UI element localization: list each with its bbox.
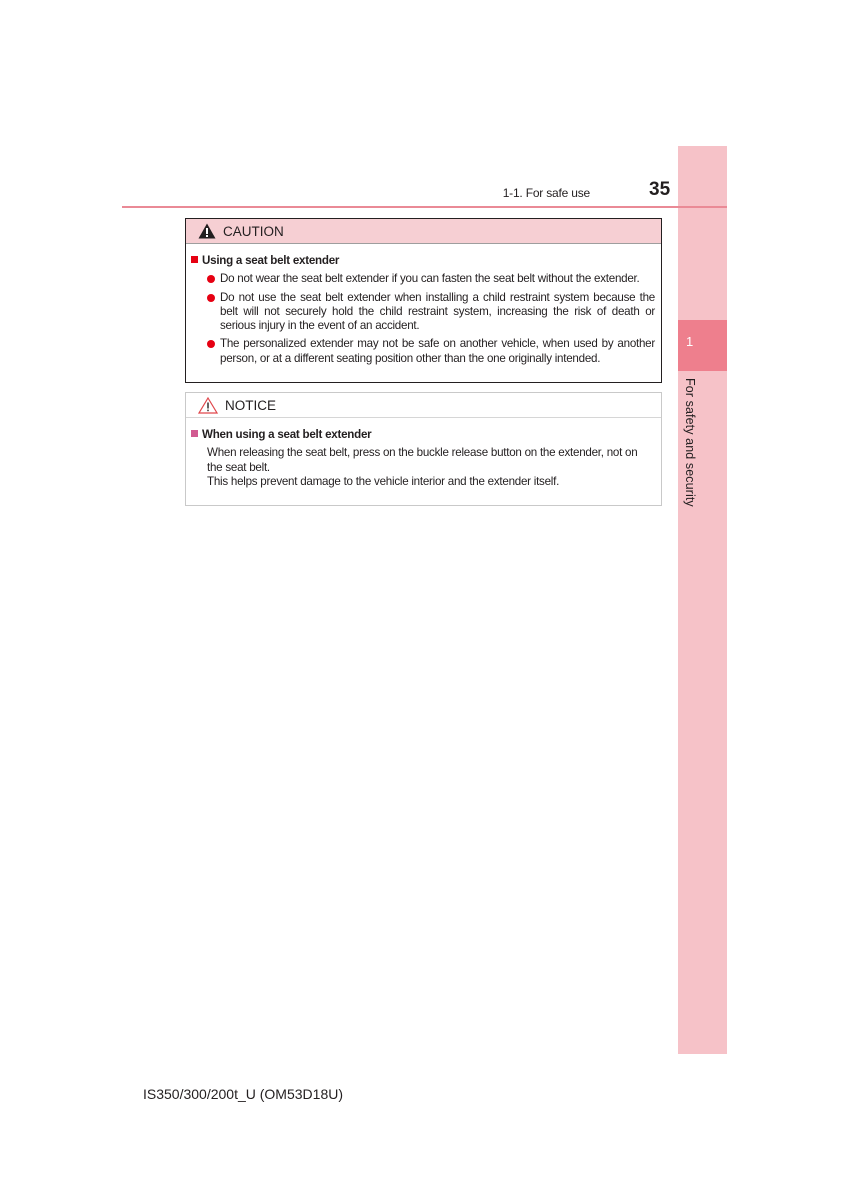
warning-triangle-icon bbox=[198, 223, 223, 239]
notice-subhead-text: When using a seat belt extender bbox=[202, 428, 372, 441]
list-item bbox=[207, 291, 655, 334]
notice-paragraph-2: This helps prevent damage to the vehicle interior and the extender itself. bbox=[207, 474, 560, 488]
section-title: 1-1. For safe use bbox=[502, 186, 590, 200]
notice-body bbox=[186, 418, 661, 489]
model-code: IS350/300/200t_U (OM53D18U) bbox=[143, 1086, 343, 1102]
caution-body bbox=[186, 244, 661, 366]
notice-subhead bbox=[191, 428, 655, 442]
red-bullet-icon bbox=[207, 275, 215, 283]
page-number: 35 bbox=[649, 179, 671, 200]
list-item-text: Do not use the seat belt extender when installing a child restraint system because the belt will not securely hold the child restraint system, increasing the risk of death or serious injury in the event of an accident. bbox=[220, 290, 655, 333]
chapter-number: 1 bbox=[678, 320, 727, 371]
list-item bbox=[207, 337, 655, 366]
notice-title: NOTICE bbox=[225, 397, 277, 413]
list-item-text: The personalized extender may not be safe on another vehicle, when used by another person, or at a different seating position other than the one originally intended. bbox=[220, 337, 655, 365]
caution-box bbox=[185, 218, 662, 383]
notice-box bbox=[185, 392, 662, 506]
list-item bbox=[207, 272, 655, 286]
red-bullet-icon bbox=[207, 294, 215, 302]
red-square-icon bbox=[191, 256, 198, 263]
caution-header bbox=[186, 219, 661, 244]
notice-header bbox=[186, 393, 661, 418]
header-divider bbox=[122, 206, 727, 208]
chapter-title: For safety and security bbox=[683, 378, 697, 507]
notice-paragraph-1: When releasing the seat belt, press on the buckle release button on the extender, not on the seat belt. bbox=[207, 446, 638, 474]
caution-title: CAUTION bbox=[223, 223, 284, 239]
chapter-side-tab bbox=[678, 146, 727, 1054]
pink-square-icon bbox=[191, 430, 198, 437]
red-bullet-icon bbox=[207, 340, 215, 348]
list-item-text: Do not wear the seat belt extender if you can fasten the seat belt without the extender. bbox=[220, 272, 640, 286]
caution-subhead bbox=[191, 254, 655, 268]
caution-subhead-text: Using a seat belt extender bbox=[202, 254, 340, 267]
warning-triangle-outline-icon bbox=[198, 397, 225, 414]
